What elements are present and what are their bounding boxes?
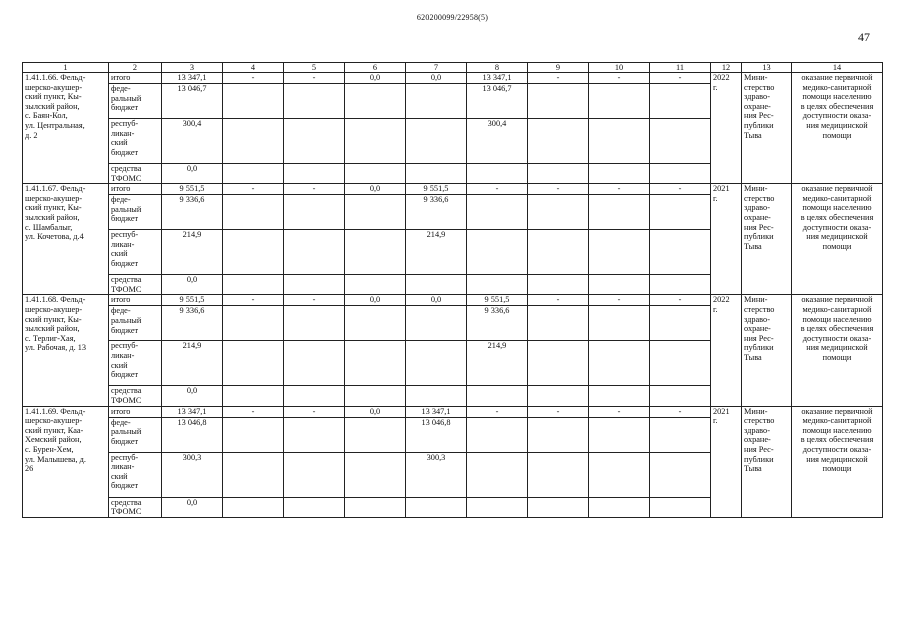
amount-cell bbox=[345, 341, 406, 386]
amount-cell: 13 046,7 bbox=[467, 84, 528, 119]
amount-cell bbox=[589, 417, 650, 452]
table-row bbox=[23, 406, 883, 417]
amount-cell bbox=[528, 341, 589, 386]
amount-cell: - bbox=[223, 184, 284, 195]
amount-cell: - bbox=[650, 73, 711, 84]
amount-cell bbox=[284, 230, 345, 275]
funding-source-cell: феде- ральный бюджет bbox=[109, 306, 162, 341]
amount-cell bbox=[589, 497, 650, 517]
header-cell: 8 bbox=[467, 63, 528, 73]
funding-source-cell: респуб- ликан- ский бюджет bbox=[109, 119, 162, 164]
amount-cell bbox=[284, 84, 345, 119]
amount-cell: - bbox=[650, 295, 711, 306]
amount-cell: 9 551,5 bbox=[162, 295, 223, 306]
year-cell: 2022 г. bbox=[711, 295, 742, 406]
amount-cell bbox=[345, 164, 406, 184]
amount-cell: - bbox=[223, 295, 284, 306]
amount-cell bbox=[345, 452, 406, 497]
amount-cell bbox=[589, 195, 650, 230]
funding-source-cell: итого bbox=[109, 73, 162, 84]
amount-cell bbox=[589, 230, 650, 275]
amount-cell: - bbox=[528, 295, 589, 306]
amount-cell bbox=[406, 275, 467, 295]
amount-cell: 13 347,1 bbox=[467, 73, 528, 84]
amount-cell bbox=[589, 341, 650, 386]
amount-cell bbox=[406, 497, 467, 517]
amount-cell: 13 046,8 bbox=[162, 417, 223, 452]
amount-cell bbox=[345, 119, 406, 164]
amount-cell: 0,0 bbox=[162, 497, 223, 517]
amount-cell bbox=[589, 275, 650, 295]
amount-cell: 9 551,5 bbox=[406, 184, 467, 195]
amount-cell: 300,3 bbox=[406, 452, 467, 497]
header-cell: 13 bbox=[742, 63, 792, 73]
amount-cell bbox=[284, 497, 345, 517]
amount-cell: 214,9 bbox=[406, 230, 467, 275]
amount-cell: - bbox=[223, 406, 284, 417]
amount-cell bbox=[223, 386, 284, 406]
header-cell: 3 bbox=[162, 63, 223, 73]
amount-cell bbox=[345, 275, 406, 295]
amount-cell: 9 336,6 bbox=[162, 195, 223, 230]
amount-cell bbox=[650, 306, 711, 341]
amount-cell: 214,9 bbox=[162, 230, 223, 275]
purpose-cell: оказание первичной медико-санитарной помощи населению в целях обеспечения доступности оказа- ния медицинской помощи bbox=[792, 295, 883, 406]
amount-cell: 300,4 bbox=[162, 119, 223, 164]
table-row bbox=[23, 295, 883, 306]
amount-cell bbox=[406, 341, 467, 386]
header-cell: 11 bbox=[650, 63, 711, 73]
amount-cell: - bbox=[589, 295, 650, 306]
header-cell: 7 bbox=[406, 63, 467, 73]
amount-cell bbox=[284, 164, 345, 184]
object-name-cell: 1.41.1.67. Фельд- шерско-акушер- ский пункт, Кы- зылский район, с. Шамбалыг, ул. Кочетова, д.4 bbox=[23, 184, 109, 295]
amount-cell bbox=[345, 84, 406, 119]
amount-cell bbox=[345, 417, 406, 452]
amount-cell: - bbox=[650, 406, 711, 417]
amount-cell: - bbox=[589, 184, 650, 195]
amount-cell bbox=[284, 119, 345, 164]
amount-cell bbox=[223, 452, 284, 497]
amount-cell bbox=[284, 452, 345, 497]
budget-table bbox=[22, 62, 883, 518]
funding-source-cell: итого bbox=[109, 184, 162, 195]
amount-cell bbox=[589, 306, 650, 341]
amount-cell bbox=[345, 230, 406, 275]
header-cell: 1 bbox=[23, 63, 109, 73]
amount-cell bbox=[284, 275, 345, 295]
amount-cell bbox=[528, 417, 589, 452]
amount-cell bbox=[528, 452, 589, 497]
amount-cell bbox=[528, 119, 589, 164]
amount-cell bbox=[284, 306, 345, 341]
amount-cell: - bbox=[284, 406, 345, 417]
amount-cell bbox=[223, 497, 284, 517]
amount-cell: 0,0 bbox=[345, 406, 406, 417]
purpose-cell: оказание первичной медико-санитарной помощи населению в целях обеспечения доступности оказа- ния медицинской помощи bbox=[792, 406, 883, 517]
amount-cell: 9 336,6 bbox=[162, 306, 223, 341]
amount-cell bbox=[650, 452, 711, 497]
amount-cell: - bbox=[467, 184, 528, 195]
table-header-row bbox=[23, 63, 883, 73]
amount-cell bbox=[223, 417, 284, 452]
amount-cell bbox=[650, 275, 711, 295]
amount-cell bbox=[223, 84, 284, 119]
funding-source-cell: феде- ральный бюджет bbox=[109, 84, 162, 119]
amount-cell bbox=[650, 195, 711, 230]
header-cell: 2 bbox=[109, 63, 162, 73]
funding-source-cell: средства ТФОМС bbox=[109, 497, 162, 517]
funding-source-cell: респуб- ликан- ский бюджет bbox=[109, 230, 162, 275]
amount-cell bbox=[406, 84, 467, 119]
ministry-cell: Мини- стерство здраво- охране- ния Рес- публики Тыва bbox=[742, 406, 792, 517]
funding-source-cell: респуб- ликан- ский бюджет bbox=[109, 452, 162, 497]
funding-source-cell: респуб- ликан- ский бюджет bbox=[109, 341, 162, 386]
amount-cell: 300,3 bbox=[162, 452, 223, 497]
amount-cell bbox=[528, 386, 589, 406]
amount-cell bbox=[223, 230, 284, 275]
amount-cell bbox=[528, 497, 589, 517]
amount-cell: 13 347,1 bbox=[406, 406, 467, 417]
amount-cell bbox=[467, 275, 528, 295]
funding-source-cell: средства ТФОМС bbox=[109, 386, 162, 406]
amount-cell: - bbox=[528, 73, 589, 84]
amount-cell bbox=[345, 497, 406, 517]
amount-cell bbox=[589, 164, 650, 184]
amount-cell bbox=[406, 119, 467, 164]
amount-cell bbox=[223, 119, 284, 164]
amount-cell bbox=[284, 386, 345, 406]
year-cell: 2021 г. bbox=[711, 184, 742, 295]
amount-cell: 0,0 bbox=[345, 73, 406, 84]
amount-cell: 0,0 bbox=[345, 184, 406, 195]
amount-cell: - bbox=[589, 406, 650, 417]
amount-cell bbox=[467, 230, 528, 275]
amount-cell: 9 551,5 bbox=[467, 295, 528, 306]
amount-cell bbox=[528, 230, 589, 275]
amount-cell: 0,0 bbox=[162, 386, 223, 406]
document-id: 620200099/22958(5) bbox=[416, 13, 489, 22]
amount-cell bbox=[467, 452, 528, 497]
header-cell: 12 bbox=[711, 63, 742, 73]
amount-cell bbox=[589, 119, 650, 164]
funding-source-cell: итого bbox=[109, 406, 162, 417]
amount-cell bbox=[345, 306, 406, 341]
amount-cell bbox=[528, 84, 589, 119]
amount-cell bbox=[528, 164, 589, 184]
amount-cell bbox=[650, 386, 711, 406]
amount-cell: 9 336,6 bbox=[406, 195, 467, 230]
amount-cell: 214,9 bbox=[467, 341, 528, 386]
amount-cell bbox=[467, 195, 528, 230]
header-cell: 6 bbox=[345, 63, 406, 73]
amount-cell bbox=[650, 84, 711, 119]
amount-cell: - bbox=[284, 73, 345, 84]
table-row bbox=[23, 184, 883, 195]
purpose-cell: оказание первичной медико-санитарной помощи населению в целях обеспечения доступности оказа- ния медицинской помощи bbox=[792, 184, 883, 295]
amount-cell bbox=[467, 417, 528, 452]
amount-cell bbox=[589, 386, 650, 406]
amount-cell: 214,9 bbox=[162, 341, 223, 386]
amount-cell bbox=[528, 275, 589, 295]
table-row bbox=[23, 73, 883, 84]
object-name-cell: 1.41.1.66. Фельд- шерско-акушер- ский пункт, Кы- зылский район, с. Баян-Кол, ул. Центральная, д. 2 bbox=[23, 73, 109, 184]
purpose-cell: оказание первичной медико-санитарной помощи населению в целях обеспечения доступности оказа- ния медицинской помощи bbox=[792, 73, 883, 184]
funding-source-cell: средства ТФОМС bbox=[109, 275, 162, 295]
ministry-cell: Мини- стерство здраво- охране- ния Рес- публики Тыва bbox=[742, 73, 792, 184]
amount-cell bbox=[650, 417, 711, 452]
amount-cell bbox=[284, 417, 345, 452]
amount-cell bbox=[650, 119, 711, 164]
amount-cell bbox=[589, 84, 650, 119]
amount-cell bbox=[284, 195, 345, 230]
amount-cell: 0,0 bbox=[406, 73, 467, 84]
amount-cell: - bbox=[589, 73, 650, 84]
amount-cell: - bbox=[223, 73, 284, 84]
header-cell: 10 bbox=[589, 63, 650, 73]
amount-cell bbox=[467, 164, 528, 184]
page-number: 47 bbox=[858, 30, 870, 44]
amount-cell bbox=[223, 341, 284, 386]
amount-cell bbox=[284, 341, 345, 386]
funding-source-cell: итого bbox=[109, 295, 162, 306]
amount-cell bbox=[345, 386, 406, 406]
amount-cell bbox=[223, 275, 284, 295]
amount-cell: 0,0 bbox=[162, 164, 223, 184]
amount-cell bbox=[528, 195, 589, 230]
funding-source-cell: феде- ральный бюджет bbox=[109, 195, 162, 230]
funding-source-cell: феде- ральный бюджет bbox=[109, 417, 162, 452]
amount-cell: - bbox=[467, 406, 528, 417]
amount-cell: - bbox=[284, 295, 345, 306]
amount-cell: 13 347,1 bbox=[162, 406, 223, 417]
year-cell: 2021 г. bbox=[711, 406, 742, 517]
amount-cell: 0,0 bbox=[162, 275, 223, 295]
amount-cell bbox=[467, 497, 528, 517]
amount-cell bbox=[223, 306, 284, 341]
amount-cell bbox=[467, 386, 528, 406]
amount-cell: 9 336,6 bbox=[467, 306, 528, 341]
amount-cell: 13 347,1 bbox=[162, 73, 223, 84]
amount-cell: 13 046,8 bbox=[406, 417, 467, 452]
amount-cell: 9 551,5 bbox=[162, 184, 223, 195]
header-cell: 4 bbox=[223, 63, 284, 73]
amount-cell: - bbox=[650, 184, 711, 195]
amount-cell bbox=[650, 497, 711, 517]
amount-cell: - bbox=[528, 184, 589, 195]
amount-cell: 0,0 bbox=[406, 295, 467, 306]
year-cell: 2022 г. bbox=[711, 73, 742, 184]
amount-cell: 0,0 bbox=[345, 295, 406, 306]
header-cell: 9 bbox=[528, 63, 589, 73]
amount-cell bbox=[528, 306, 589, 341]
amount-cell bbox=[650, 230, 711, 275]
amount-cell bbox=[406, 386, 467, 406]
funding-source-cell: средства ТФОМС bbox=[109, 164, 162, 184]
amount-cell bbox=[406, 306, 467, 341]
amount-cell: - bbox=[284, 184, 345, 195]
header-cell: 5 bbox=[284, 63, 345, 73]
amount-cell bbox=[589, 452, 650, 497]
amount-cell: - bbox=[528, 406, 589, 417]
amount-cell bbox=[650, 164, 711, 184]
ministry-cell: Мини- стерство здраво- охране- ния Рес- публики Тыва bbox=[742, 295, 792, 406]
amount-cell bbox=[650, 341, 711, 386]
amount-cell bbox=[223, 195, 284, 230]
amount-cell bbox=[223, 164, 284, 184]
amount-cell bbox=[345, 195, 406, 230]
header-cell: 14 bbox=[792, 63, 883, 73]
amount-cell: 13 046,7 bbox=[162, 84, 223, 119]
object-name-cell: 1.41.1.69. Фельд- шерско-акушер- ский пункт, Каа- Хемский район, с. Бурен-Хем, ул. Малышева, д. 26 bbox=[23, 406, 109, 517]
amount-cell bbox=[406, 164, 467, 184]
object-name-cell: 1.41.1.68. Фельд- шерско-акушер- ский пункт, Кы- зылский район, с. Терлиг-Хая, ул. Рабочая, д. 13 bbox=[23, 295, 109, 406]
amount-cell: 300,4 bbox=[467, 119, 528, 164]
ministry-cell: Мини- стерство здраво- охране- ния Рес- публики Тыва bbox=[742, 184, 792, 295]
